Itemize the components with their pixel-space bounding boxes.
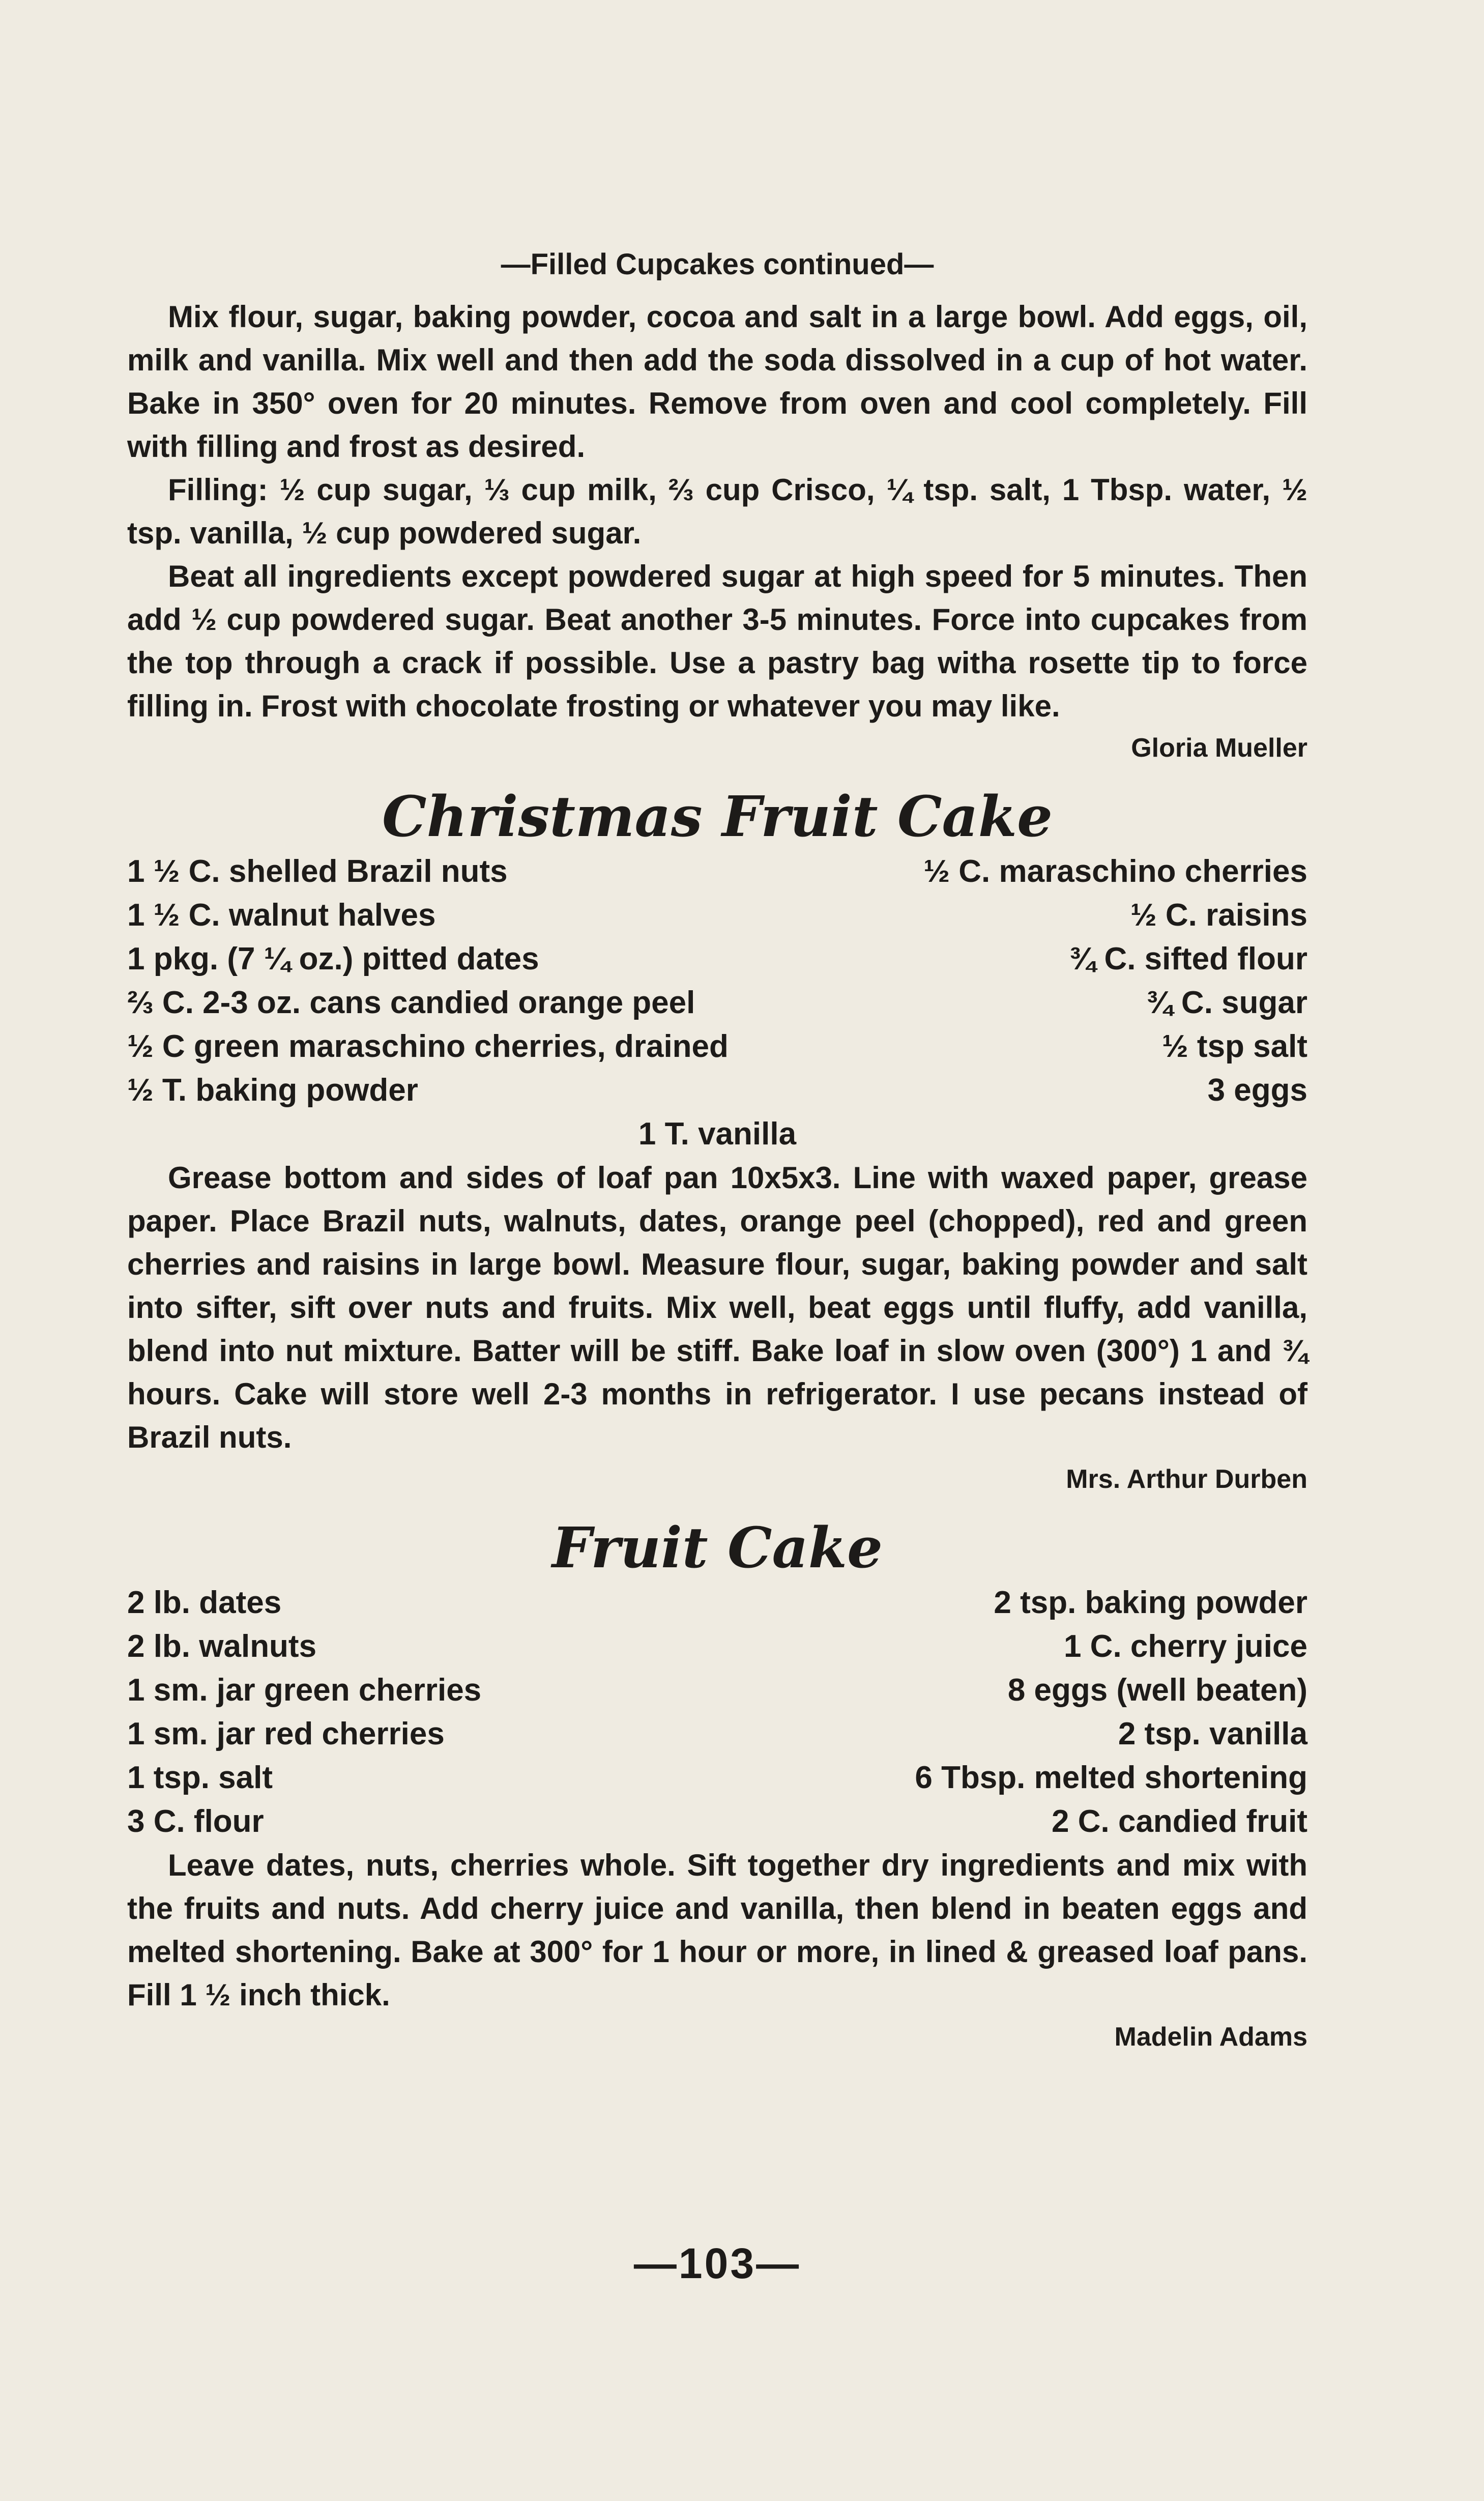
cupcakes-instructions: Mix flour, sugar, baking powder, cocoa and salt in a large bowl. Add eggs, oil, milk and vanilla. Mix well and then add the soda dissolved in a cup of hot water. Bake in 350° oven for 20 minutes. Remove from oven and cool completely. Fill with filling and frost as desired. <box>127 300 1307 464</box>
ingredient-item: 3 C. flour <box>127 1804 264 1839</box>
ingredient-item: ¾ C. sugar <box>1146 985 1307 1020</box>
ingredient-item: 1 tsp. salt <box>127 1760 273 1795</box>
christmas-fruit-cake-author: Mrs. Arthur Durben <box>1066 1464 1307 1494</box>
ingredient-item: ½ T. baking powder <box>127 1073 418 1108</box>
ingredient-item: 1 ½ C. shelled Brazil nuts <box>127 854 508 889</box>
ingredient-item: 1 C. cherry juice <box>1063 1629 1307 1664</box>
christmas-fruit-cake-title: Christmas Fruit Cake <box>382 784 1053 849</box>
ingredient-item: 1 pkg. (7 ¼ oz.) pitted dates <box>127 941 539 976</box>
christmas-fruit-cake-ingredients <box>127 850 1307 1112</box>
ingredient-item: 2 C. candied fruit <box>1052 1804 1307 1839</box>
fruit-cake-author: Madelin Adams <box>1114 2022 1307 2052</box>
ingredient-item: 8 eggs (well beaten) <box>1007 1673 1307 1708</box>
continued-header: —Filled Cupcakes continued— <box>501 248 934 281</box>
ingredients-right-column <box>915 1581 1307 1844</box>
fruit-cake-instructions: Leave dates, nuts, cherries whole. Sift together dry ingredients and mix with the fruits and nuts. Add cherry juice and vanilla, then blend in beaten eggs and melted shortening. Bake at 300° for 1 hour or more, in lined & greased loaf pans. Fill 1 ½ inch thick. <box>127 1848 1307 2012</box>
christmas-fruit-cake-instructions: Grease bottom and sides of loaf pan 10x5x3. Line with waxed paper, grease paper. Place Brazil nuts, walnuts, dates, orange peel (chopped), red and green cherries and raisins in large bowl. Measure flour, sugar, baking powder and salt into sifter, sift over nuts and fruits. Mix well, beat eggs until fluffy, add vanilla, blend into nut mixture. Batter will be stiff. Bake loaf in slow oven (300°) 1 and ¾ hours. Cake will store well 2-3 months in refrigerator. I use pecans instead of Brazil nuts. <box>127 1161 1307 1454</box>
ingredient-item: 1 ½ C. walnut halves <box>127 898 436 933</box>
ingredients-left-column <box>127 1581 481 1844</box>
ingredient-vanilla: 1 T. vanilla <box>638 1116 797 1152</box>
ingredient-item: 3 eggs <box>1207 1073 1307 1108</box>
cupcakes-author: Gloria Mueller <box>1131 733 1307 763</box>
ingredient-item: 2 tsp. vanilla <box>1118 1716 1307 1751</box>
ingredient-item: ½ C green maraschino cherries, drained <box>127 1029 729 1064</box>
ingredient-item: 2 tsp. baking powder <box>994 1585 1307 1620</box>
cookbook-page <box>127 244 1307 2432</box>
fruit-cake-title: Fruit Cake <box>551 1515 883 1580</box>
ingredient-item: 2 lb. dates <box>127 1585 282 1620</box>
ingredient-item: 2 lb. walnuts <box>127 1629 317 1664</box>
ingredient-item: 1 sm. jar red cherries <box>127 1716 445 1751</box>
cupcakes-beat-instructions: Beat all ingredients except powdered sugar at high speed for 5 minutes. Then add ½ cup powdered sugar. Beat another 3-5 minutes. Force into cupcakes from the top through a crack if possible. Use a pastry bag witha rosette tip to force filling in. Frost with chocolate frosting or whatever you may like. <box>127 559 1307 723</box>
ingredient-item: ¾ C. sifted flour <box>1069 941 1307 976</box>
fruit-cake-ingredients <box>127 1581 1307 1844</box>
ingredient-item: ⅔ C. 2-3 oz. cans candied orange peel <box>127 985 695 1020</box>
ingredient-item: ½ C. raisins <box>1130 898 1307 933</box>
ingredient-item: 6 Tbsp. melted shortening <box>915 1760 1307 1795</box>
ingredient-item: ½ C. maraschino cherries <box>923 854 1307 889</box>
ingredients-right-column <box>923 850 1307 1112</box>
ingredient-item: ½ tsp salt <box>1162 1029 1307 1064</box>
cupcakes-filling: Filling: ½ cup sugar, ⅓ cup milk, ⅔ cup Crisco, ¼ tsp. salt, 1 Tbsp. water, ½ tsp. vanilla, ½ cup powdered sugar. <box>127 473 1307 550</box>
ingredient-item: 1 sm. jar green cherries <box>127 1673 482 1708</box>
ingredients-left-column <box>127 850 729 1112</box>
page-number: —103— <box>633 2239 801 2287</box>
